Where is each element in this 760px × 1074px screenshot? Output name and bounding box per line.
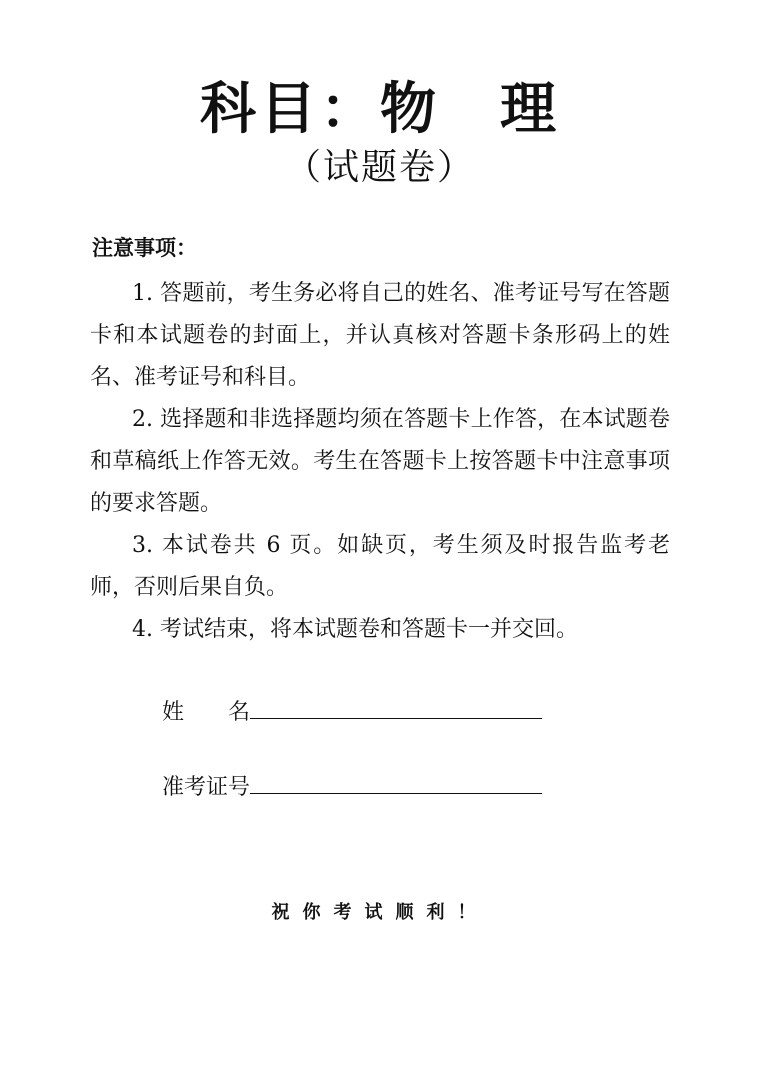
notice-item-2: 2. 选择题和非选择题均须在答题卡上作答，在本试题卷和草稿纸上作答无效。考生在答题卡上按答题卡中注意事项的要求答题。 <box>90 407 670 516</box>
exam-id-field-line[interactable] <box>250 771 542 794</box>
notice-item-1: 1. 答题前，考生务必将自己的姓名、准考证号写在答题卡和本试题卷的封面上，并认真核对答题卡条形码上的姓名、准考证号和科目。 <box>90 281 670 390</box>
notice-list <box>90 273 670 651</box>
paper-type-subtitle: （试题卷） <box>284 147 475 188</box>
name-field-label: 姓 名 <box>162 700 251 725</box>
subject-title: 科目：物 理 <box>200 77 560 142</box>
name-field-row <box>162 696 542 729</box>
good-luck-message: 祝你考试顺利！ <box>271 902 489 923</box>
notice-heading: 注意事项： <box>92 236 197 260</box>
notice-item-3: 3. 本试卷共 6 页。如缺页，考生须及时报告监考老师，否则后果自负。 <box>90 533 670 600</box>
exam-id-field-label: 准考证号 <box>162 775 251 800</box>
name-field-line[interactable] <box>250 696 542 719</box>
notice-item-4: 4. 考试结束，将本试题卷和答题卡一并交回。 <box>132 617 578 642</box>
exam-id-field-row <box>162 771 542 804</box>
